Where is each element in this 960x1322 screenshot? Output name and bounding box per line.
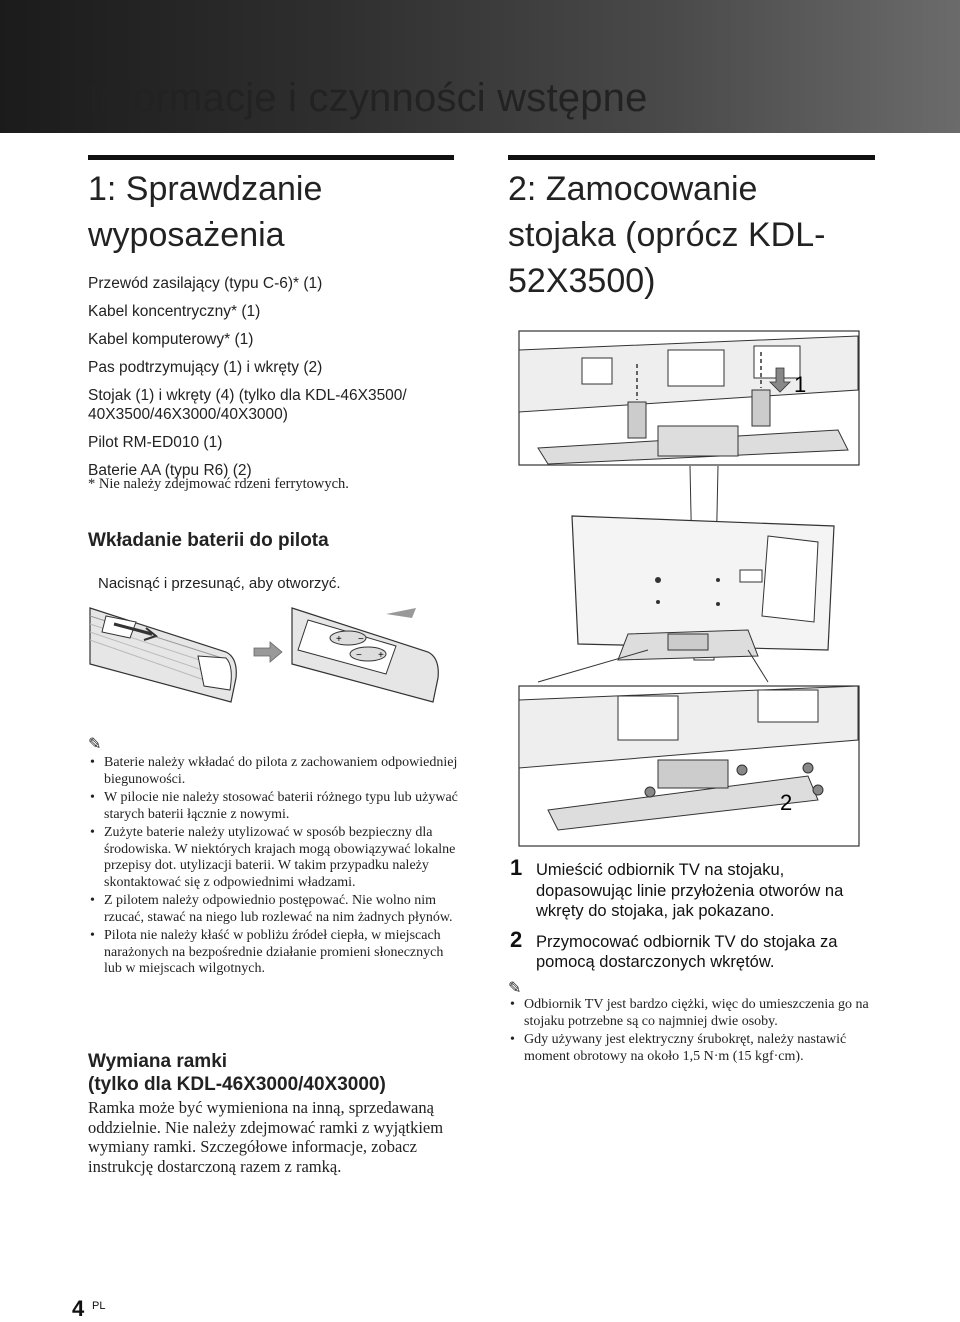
page-title: Informacje i czynności wstępne [88,76,648,120]
battery-notes [88,755,458,980]
remote-closed-icon [90,608,236,702]
callout-1: 1 [794,372,807,397]
list-item: • Baterie należy wkładać do pilota z zachowaniem odpowiedniej biegunowości. [88,755,458,788]
stand-assembly-illustration [518,330,863,850]
list-item: Pas podtrzymujący (1) i wkręty (2) [88,359,323,376]
frame-body: Ramka może być wymieniona na inną, sprzedawaną oddzielnie. Nie należy zdejmować ramki z wyjątkiem wymiany ramki. Szczegółowe informacje, zobacz instrukcję dostarczoną razem z ramką. [88,1098,444,1176]
list-item: • W pilocie nie należy stosować baterii różnego typu lub używać starych baterii łącznie z nowymi. [88,790,458,823]
batteries-heading: Wkładanie baterii do pilota [88,530,329,551]
remote-battery-illustration [86,594,456,720]
note-pencil-icon: ✎ [88,736,102,753]
step-text: Umieścić odbiornik TV na stojaku, dopasowując linie przyłożenia otworów na wkręty do stojaka, jak pokazano. [536,861,844,920]
list-item: • Gdy używany jest elektryczny śrubokręt, należy nastawić moment obrotowy na około 1,5 N·m (15 kgf·cm). [508,1032,874,1065]
list-item: Kabel koncentryczny* (1) [88,303,261,320]
remote-open-icon [292,608,438,702]
ferrite-footnote: * Nie należy zdejmować rdzeni ferrytowych. [88,476,349,492]
section1-title-line1: 1: Sprawdzanie [88,170,323,208]
frame-heading [88,1050,386,1096]
section1-title [88,166,322,258]
note-pencil-icon: ✎ [508,980,522,997]
arrow-right-icon [254,642,282,662]
section2-rule [508,155,875,160]
svg-text:−: − [358,634,364,645]
callout-2: 2 [780,790,793,815]
list-item: Stojak (1) i wkręty (4) (tylko dla KDL-46X3500/ 40X3500/46X3000/40X3000) [88,387,407,423]
header-gap [0,133,960,141]
steps-list [510,855,880,983]
step-text: Przymocować odbiornik TV do stojaka za pomocą dostarczonych wkrętów. [536,932,838,971]
section1-title-line2: wyposażenia [88,216,285,254]
frame-heading-line2: (tylko dla KDL-46X3000/40X3000) [88,1074,386,1095]
svg-text:+: + [378,650,384,661]
svg-text:−: − [356,650,362,661]
section2-title [508,166,825,304]
page-language: PL [92,1300,106,1312]
svg-text:+: + [336,634,342,645]
list-item: • Pilota nie należy kłaść w pobliżu źródeł ciepła, w miejscach narażonych na bezpośrednie działanie promieni słonecznych lub w miejscach wilgotnych. [88,928,458,978]
list-item: Kabel komputerowy* (1) [88,331,254,348]
remote-caption: Nacisnąć i przesunąć, aby otworzyć. [98,575,341,592]
section2-title-line2: stojaka (oprócz KDL- [508,216,826,254]
list-item: • Odbiornik TV jest bardzo ciężki, więc do umieszczenia go na stojaku potrzebne są co najmniej dwie osoby. [508,997,874,1030]
stand-detail-bottom [519,686,859,846]
step-number: 1 [510,855,523,880]
list-item: Pilot RM-ED010 (1) [88,434,223,451]
list-item: Baterie AA (typu R6) (2) [88,462,252,479]
stand-notes [508,997,874,1067]
tv-back-icon [572,516,834,660]
list-item: • Z pilotem należy odpowiednio postępować. Nie wolno nim rzucać, stawać na niego lub rozlewać na nim żadnych płynów. [88,893,458,926]
list-item [510,926,880,973]
step-number: 2 [510,926,523,952]
section2-title-line1: 2: Zamocowanie [508,170,758,208]
section2-title-line3: 52X3500) [508,262,656,300]
list-item: Przewód zasilający (typu C-6)* (1) [88,275,323,292]
list-item: • Zużyte baterie należy utylizować w sposób bezpieczny dla środowiska. W niektórych krajach mogą obowiązywać lokalne przepisy dot. utylizacji baterii. W takim przypadku należy skontaktować się z odpowiednimi władzami. [88,825,458,891]
stand-detail-top [519,331,859,465]
frame-heading-line1: Wymiana ramki [88,1051,228,1072]
equipment-list [88,274,468,489]
list-item [510,855,880,922]
page-number: 4 [72,1296,85,1321]
section1-rule [88,155,454,160]
